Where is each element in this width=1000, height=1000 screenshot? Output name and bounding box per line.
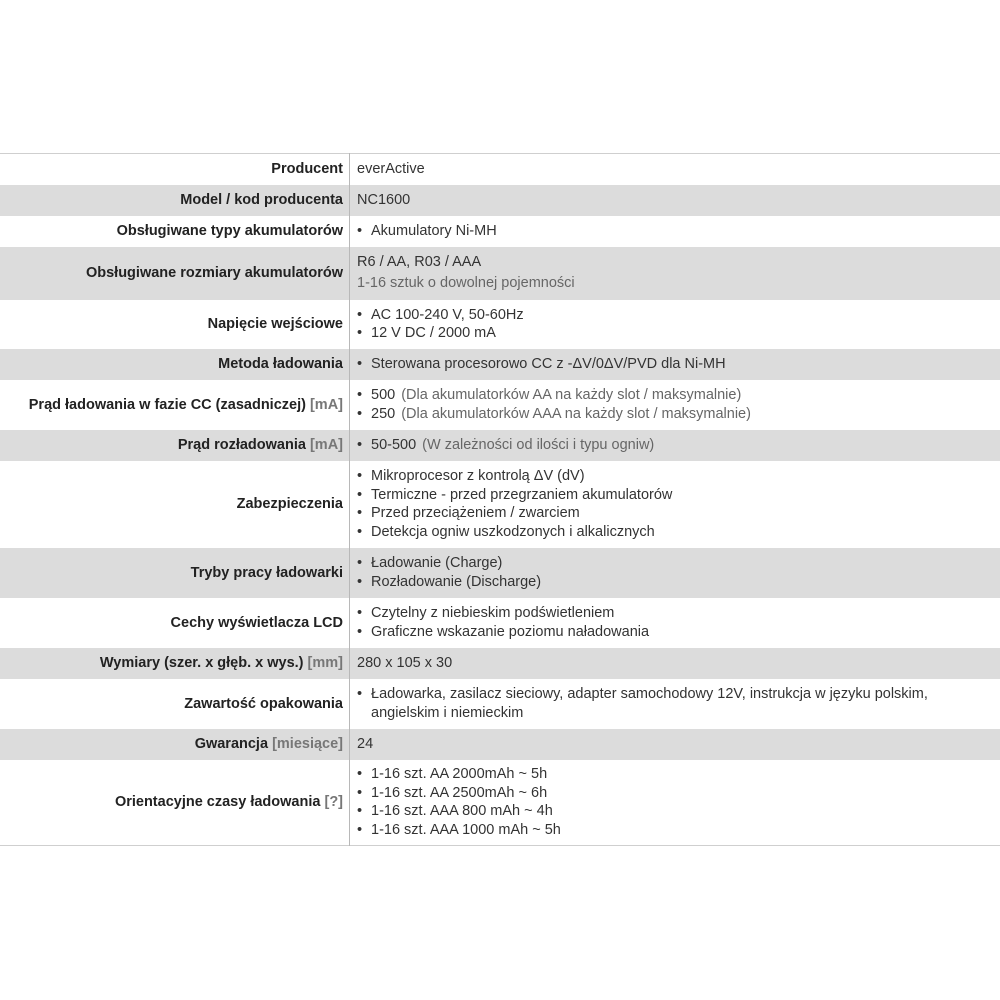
spec-value (350, 300, 1000, 349)
spec-value (350, 430, 1000, 461)
spec-value (350, 461, 1000, 548)
list-item: • Ładowarka, zasilacz sieciowy, adapter samochodowy 12V, instrukcja w języku polskim, angielskim i niemieckim (357, 685, 1000, 722)
table-row (0, 247, 1000, 300)
spec-value (350, 679, 1000, 729)
spec-label: Obsługiwane rozmiary akumulatorów (0, 247, 350, 300)
spec-value (350, 548, 1000, 598)
list-item: • 1-16 szt. AAA 800 mAh ~ 4h (357, 802, 1000, 821)
list-item: • Mikroprocesor z kontrolą ΔV (dV) (357, 467, 1000, 486)
table-row (0, 154, 1000, 185)
list-item: • Przed przeciążeniem / zwarciem (357, 504, 1000, 523)
table-row (0, 380, 1000, 430)
spec-value (350, 247, 1000, 300)
list-item: • 1-16 szt. AAA 1000 mAh ~ 5h (357, 821, 1000, 840)
spec-label: Wymiary (szer. x głęb. x wys.) [mm] (0, 648, 350, 679)
table-row (0, 679, 1000, 729)
list-item: • 250 (Dla akumulatorków AAA na każdy slot / maksymalnie) (357, 405, 1000, 424)
table-row (0, 729, 1000, 760)
list-item: • Ładowanie (Charge) (357, 554, 1000, 573)
spec-label: Tryby pracy ładowarki (0, 548, 350, 598)
spec-line: R6 / AA, R03 / AAA (357, 254, 482, 270)
unit-label: [mA] (309, 437, 343, 453)
spec-table (0, 153, 1000, 846)
spec-label: Gwarancja [miesiące] (0, 729, 350, 760)
unit-label: [miesiące] (272, 736, 343, 752)
list-item: • 1-16 szt. AA 2000mAh ~ 5h (357, 765, 1000, 784)
spec-value (350, 760, 1000, 846)
list-item: • 12 V DC / 2000 mA (357, 324, 1000, 343)
table-row (0, 430, 1000, 461)
spec-value (350, 216, 1000, 247)
spec-label: Metoda ładowania (0, 349, 350, 380)
spec-value: everActive (357, 161, 425, 177)
spec-label: Zawartość opakowania (0, 679, 350, 729)
spec-label: Orientacyjne czasy ładowania [?] (0, 760, 350, 846)
list-item: • AC 100-240 V, 50-60Hz (357, 306, 1000, 325)
list-item: • 50-500 (W zależności od ilości i typu ogniw) (357, 436, 1000, 455)
spec-value (350, 598, 1000, 648)
spec-label: Napięcie wejściowe (0, 300, 350, 349)
spec-label: Zabezpieczenia (0, 461, 350, 548)
spec-label: Cechy wyświetlacza LCD (0, 598, 350, 648)
table-row (0, 598, 1000, 648)
spec-value: NC1600 (357, 191, 411, 208)
list-item: • Sterowana procesorowo CC z -ΔV/0ΔV/PVD dla Ni-MH (357, 355, 1000, 374)
list-item: • Czytelny z niebieskim podświetleniem (357, 604, 1000, 623)
table-row (0, 648, 1000, 679)
unit-label: [mA] (309, 396, 343, 413)
spec-value: 24 (357, 735, 374, 752)
table-row (0, 760, 1000, 846)
list-item: • 1-16 szt. AA 2500mAh ~ 6h (357, 784, 1000, 803)
table-row (0, 300, 1000, 349)
list-item: • Rozładowanie (Discharge) (357, 573, 1000, 592)
table-row (0, 548, 1000, 598)
unit-label: [mm] (307, 655, 343, 671)
list-item: • 500 (Dla akumulatorków AA na każdy slot / maksymalnie) (357, 386, 1000, 405)
table-row (0, 216, 1000, 247)
spec-value: 280 x 105 x 30 (357, 654, 453, 671)
spec-label: Model / kod producenta (0, 185, 350, 216)
list-item: • Detekcja ogniw uszkodzonych i alkalicznych (357, 523, 1000, 542)
table-row (0, 185, 1000, 216)
spec-value (350, 380, 1000, 430)
unit-label: [?] (324, 794, 343, 811)
list-item: • Graficzne wskazanie poziomu naładowania (357, 623, 1000, 642)
spec-label: Obsługiwane typy akumulatorów (0, 216, 350, 247)
spec-label: Producent (0, 154, 350, 185)
table-row (0, 349, 1000, 380)
spec-label: Prąd rozładowania [mA] (0, 430, 350, 461)
table-row (0, 461, 1000, 548)
list-item: • Akumulatory Ni-MH (357, 222, 1000, 241)
spec-subline: 1-16 sztuk o dowolnej pojemności (357, 275, 575, 291)
list-item: • Termiczne - przed przegrzaniem akumulatorów (357, 486, 1000, 505)
spec-value (350, 349, 1000, 380)
spec-label: Prąd ładowania w fazie CC (zasadniczej) [mA] (0, 380, 350, 430)
